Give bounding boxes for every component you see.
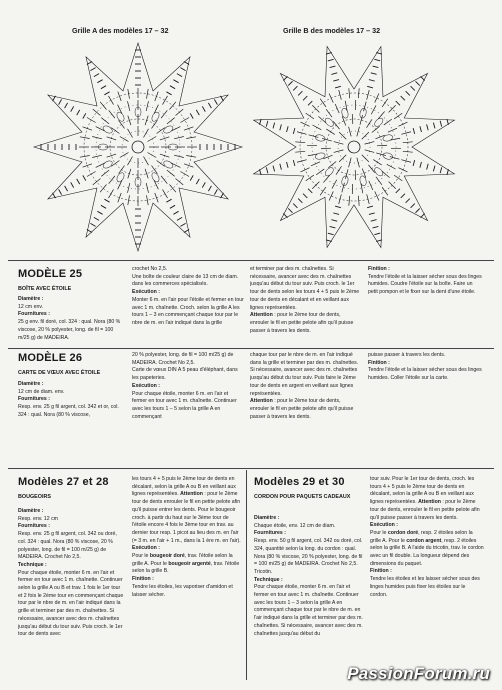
grille-b-label: Grille B des modèles 17 – 32 bbox=[283, 26, 381, 35]
model-26-heading bbox=[18, 352, 128, 384]
section-divider bbox=[8, 260, 494, 261]
model-29-30-title: Modèles 29 et 30 bbox=[254, 476, 345, 488]
model-27-28-subtitle: BOUGEOIRS bbox=[18, 494, 51, 500]
model-26-title: MODÈLE 26 bbox=[18, 352, 83, 364]
column-divider bbox=[246, 470, 247, 680]
model-26-col-3: chaque tour par le nbre de m. en l'air indiqué dans la grille et terminer par des m. chaînettes. Si nécessaire, avancer avec des m. chaînettes jusqu'au début du tour suiv. Puis faire le 2ème tour de dents en argent en veillant aux lignes représentées. Attention : pour le 2ème tour de dents, enrouler le fil en petite pelote afin qu'il puisse passer à travers les dents. bbox=[250, 352, 359, 420]
model-26-col-2: 20 % polyester, long. de fil = 100 m/25 g) de MADEIRA. Crochet No 2,5. Carte de vœux DIN A 5 peau d'éléphant, dans les papeteries. Exécution : Pour chaque étoile, monter 6 m. en l'air et fermer en tour avec 1 m. chaînette. Continuer avec les tours 1 – 5 selon la grille A en commençant bbox=[132, 352, 238, 420]
model-29-30-subtitle: CORDON POUR PAQUETS CADEAUX bbox=[254, 494, 351, 500]
model-29-30-col-2: tour suiv. Pour le 1er tour de dents, croch. les tours 4 + 5 puis le 2ème tour de dents en décalant, selon la grille A ou B en veillant aux lignes représentées. Attention : pour le 2ème tour de dents, enrouler le fil en petite pelote afin qu'il puisse passer à travers les dents. Exécution : Pour le cordon doré, resp. 2 étoiles selon la grille A. Pour le cordon argent, resp. 2 étoiles selon la grille B. A l'aide du tricotin, trav. le cordon avec un fil double. La longueur dépend des dimensions du paquet. Finition : Tendre les étoiles et les laisser sécher sous des linges humides puis fixer les étoiles sur le cordon. bbox=[370, 476, 484, 598]
model-26-col-1: Diamètre : 12 cm de diam. env. Fournitures : Resp. env. 25 g fil argent, col. 342 et or, col. 324 : qual. Nora (80 % viscose, bbox=[18, 381, 119, 418]
model-27-28-heading bbox=[18, 476, 128, 508]
grille-a-label: Grille A des modèles 17 – 32 bbox=[72, 26, 169, 35]
section-divider bbox=[8, 348, 494, 349]
model-29-30-col-1: Diamètre : Chaque étoile, env. 12 cm de diam. Fournitures : Resp. env. 50 g fil argent, col. 342 ou doré, col. 324, quantité selon la long. du cordon : qual. Nora (80 % viscose, 20 % polyester, long. de fil = 100 m/25 g) de MADEIRA. Crochet No 2,5. Tricotin. Technique : Pour chaque étoile, monter 6 m. en l'air et fermer en tour avec 1 m. chaînette. Continuer avec les tours 1 – 3 selon la grille A en commençant chaque tour par le nbre de m. en l'air indiqué dans la grille et terminer par des m. chaînettes. Si nécessaire, avancer avec des m. chaînettes jusqu'au début du bbox=[254, 515, 363, 637]
grille-b-diagram bbox=[244, 36, 464, 258]
section-divider bbox=[8, 468, 494, 469]
model-26-col-4: puisse passer à travers les dents. Finition : Tendre l'étoile et la laisser sécher sous des linges humides. Coller l'étoile sur la carte. bbox=[368, 352, 482, 382]
model-26-subtitle: CARTE DE VŒUX AVEC ÉTOILE bbox=[18, 370, 101, 376]
model-25-title: MODÈLE 25 bbox=[18, 268, 83, 280]
model-29-30-heading bbox=[254, 476, 364, 508]
watermark: PassionForum.ru bbox=[347, 664, 490, 683]
model-25-heading bbox=[18, 268, 128, 300]
model-27-28-title: Modèles 27 et 28 bbox=[18, 476, 109, 488]
model-25-col-1: Diamètre : 12 cm env. Fournitures : 25 g env. fil doré, col. 324 : qual. Nora (80 % viscose, 20 % polyester, long. de fil = 100 m/25 g) de MADEIRA. bbox=[18, 296, 121, 341]
model-25-col-3: et terminer par des m. chaînettes. Si nécessaire, avancer avec des m. chaînettes jusqu'au début du tour suiv. Puis croch. le 1er tour de dents selon les tours 4 + 5 puis le 2ème tour de dents en décalant et en veillant aux lignes représentées. Attention : pour le 2ème tour de dents, enrouler le fil en petite pelote afin qu'il puisse passer à travers les dents. bbox=[250, 266, 360, 334]
model-25-subtitle: BOÎTE AVEC ÉTOILE bbox=[18, 286, 72, 292]
model-27-28-col-1: Diamètre : Resp. env. 12 cm Fournitures : Resp. env. 25 g fil argent, col. 342 ou doré, col. 324 : qual. Nora (80 % viscose, 20 % polyester, long. de fil = 100 m/25 g) de MADEIRA. Crochet No 2,5. Technique : Pour chaque étoile, monter 6 m. en l'air et fermer en tour avec 1 m. chaînette. Continuer selon la grille A ou B et trav. 1 fois le 1er tour et 2 fois le 2ème tour en commençant chaque tour par le nbre de m. en l'air indiqué dans la grille et terminer par des m. chaînettes. Si nécessaire, avancer avec des m. chaînettes jusqu'au début du tour suiv. Puis croch. le 1er tour de dents avec bbox=[18, 508, 124, 638]
model-25-col-4: Finition : Tendre l'étoile et la laisser sécher sous des linges humides. Coudre l'étoile sur la boîte. Faire un petit pompon et le fixer sur la dent d'une étoile. bbox=[368, 266, 482, 296]
model-27-28-col-2: les tours 4 + 5 puis le 2ème tour de dents en décalant, selon la grille A ou B en veillant aux lignes représentées. Attention : pour le 2ème tour de dents enrouler le fil en petite pelote afin qu'il puisse entrer les dents. Pour le bougeoir croch. à partir du haut sur le 3ème tour de l'étoile encore 4 fois le 3ème tour en trav. au dernier tour resp. 1 picot au lieu des m. en l'air (= 3 m. en l'air + 1 m., dans la 1 ère m. en l'air). Exécution : Pour le bougeoir doré, trav. l'étoile selon la grille A. Pour le bougeoir argenté, trav. l'étoile selon la grille B. Finition : Tendre les étoiles, les vaporiser d'amidon et laisser sécher. bbox=[132, 476, 241, 598]
grille-a-diagram bbox=[28, 36, 248, 258]
model-25-col-2: crochet No 2,5. Une boîte de couleur claire de 13 cm de diam. dans les commerces spécialisés. Exécution : Monter 6 m. en l'air pour l'étoile et fermer en tour avec 1 m. chaînette. Croch. selon la grille A les tours 1 – 3 en commençant chaque tour par le nbre de m. en l'air indiqué dans la grille bbox=[132, 266, 244, 326]
